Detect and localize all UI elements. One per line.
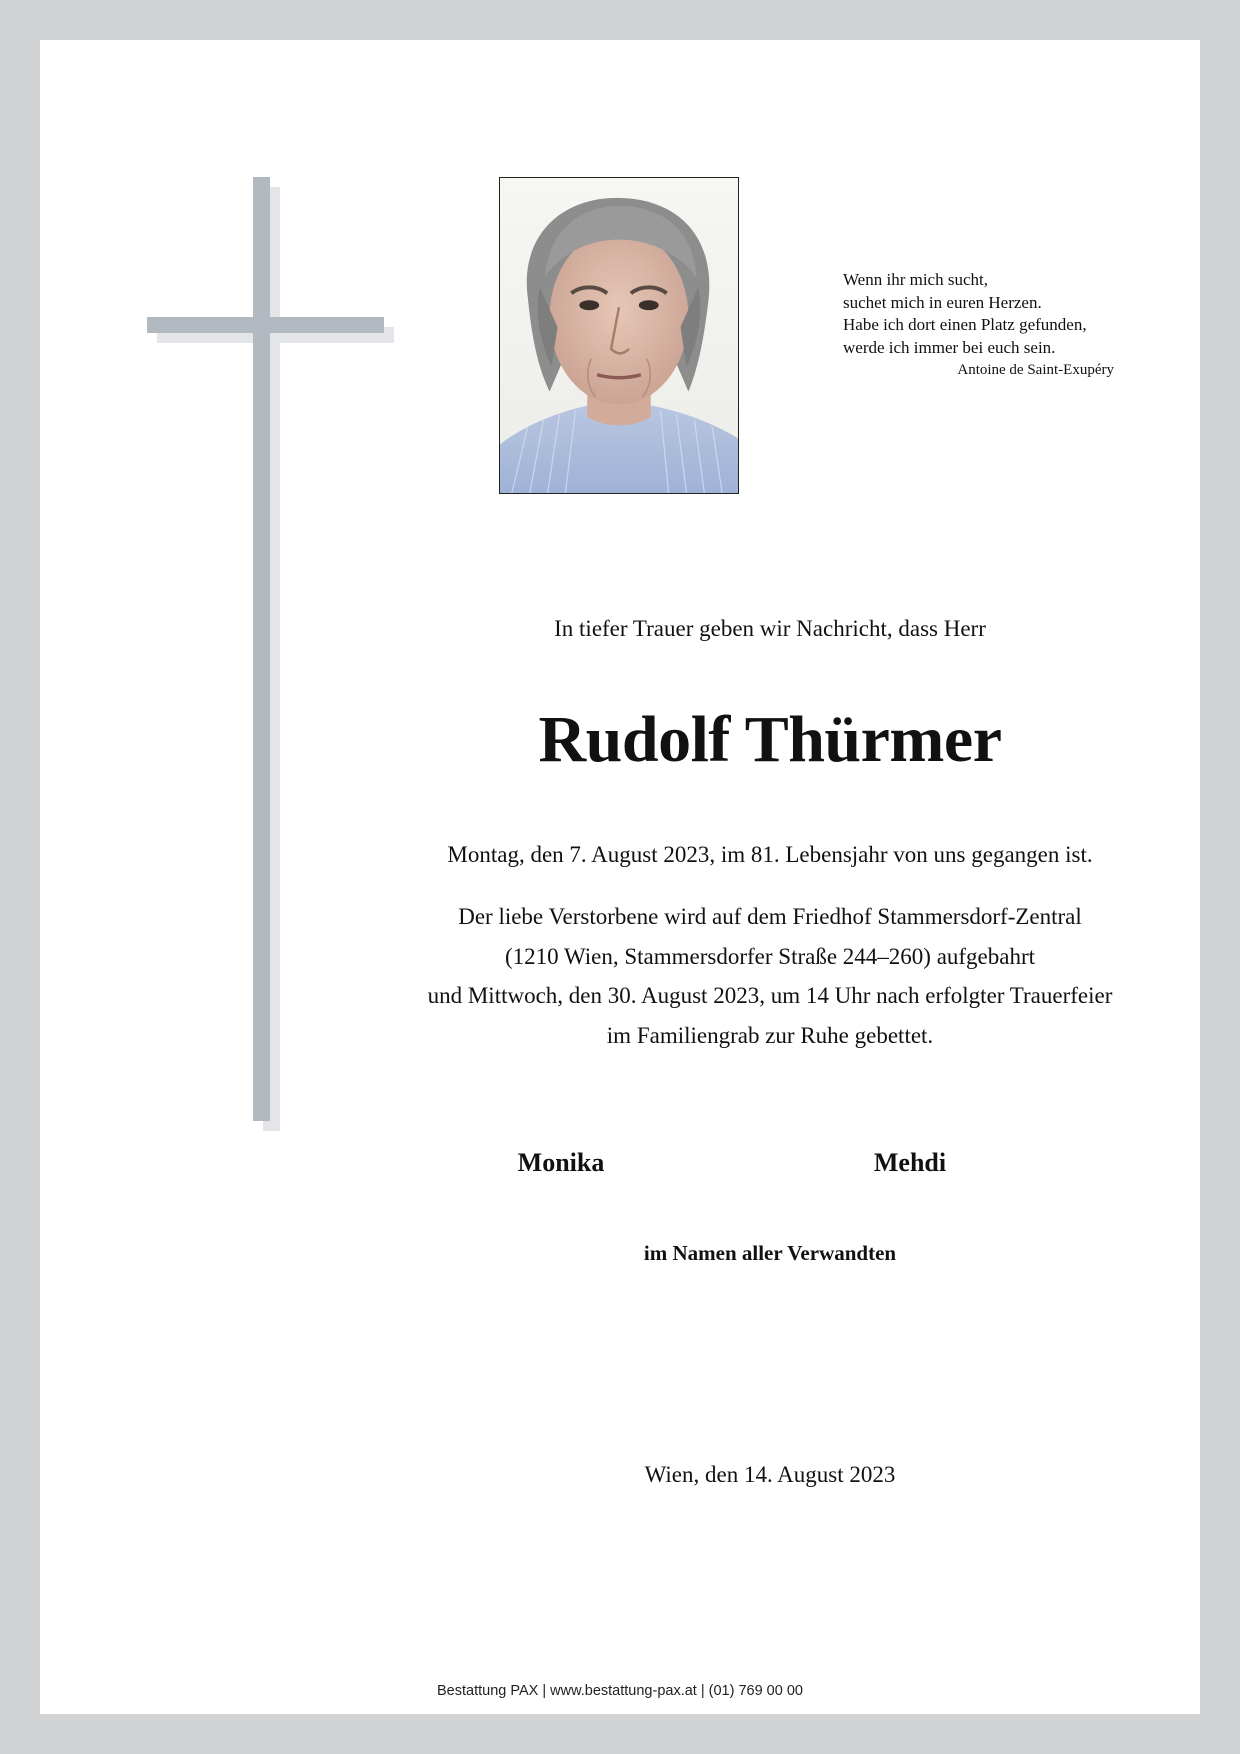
funeral-details-line: Der liebe Verstorbene wird auf dem Friedhof Stammersdorf-Zentral — [458, 904, 1082, 929]
intro-text: In tiefer Trauer geben wir Nachricht, dass Herr — [554, 616, 986, 641]
cross-horizontal-beam — [147, 317, 384, 333]
portrait-illustration — [500, 178, 738, 493]
quote-line: werde ich immer bei euch sein. — [843, 337, 1056, 357]
memorial-quote — [843, 269, 1123, 380]
relatives-line: im Namen aller Verwandten — [643, 1241, 897, 1265]
quote-author: Antoine de Saint-Exupéry — [957, 362, 1114, 378]
deceased-name: Rudolf Thürmer — [538, 703, 1002, 776]
funeral-details — [340, 897, 1200, 1055]
quote-line: suchet mich in euren Herzen. — [843, 292, 1042, 312]
obituary-page — [40, 40, 1200, 1714]
portrait-photo — [499, 177, 739, 494]
place-date: Wien, den 14. August 2023 — [644, 1462, 896, 1487]
quote-line: Habe ich dort einen Platz gefunden, — [843, 315, 1087, 334]
funeral-details-line: und Mittwoch, den 30. August 2023, um 14 Uhr nach erfolgter Trauerfeier — [427, 983, 1113, 1008]
quote-line: Wenn ihr mich sucht, — [843, 270, 988, 289]
funeral-home-footer: Bestattung PAX | www.bestattung-pax.at | (01) 769 00 00 — [437, 1683, 803, 1699]
funeral-details-line: (1210 Wien, Stammersdorfer Straße 244–260) aufgebahrt — [504, 943, 1036, 969]
signer-name: Monika — [517, 1148, 605, 1177]
signer-name: Mehdi — [873, 1148, 947, 1177]
funeral-details-line: im Familiengrab zur Ruhe gebettet. — [606, 1022, 934, 1048]
passing-text: Montag, den 7. August 2023, im 81. Lebensjahr von uns gegangen ist. — [447, 842, 1093, 867]
